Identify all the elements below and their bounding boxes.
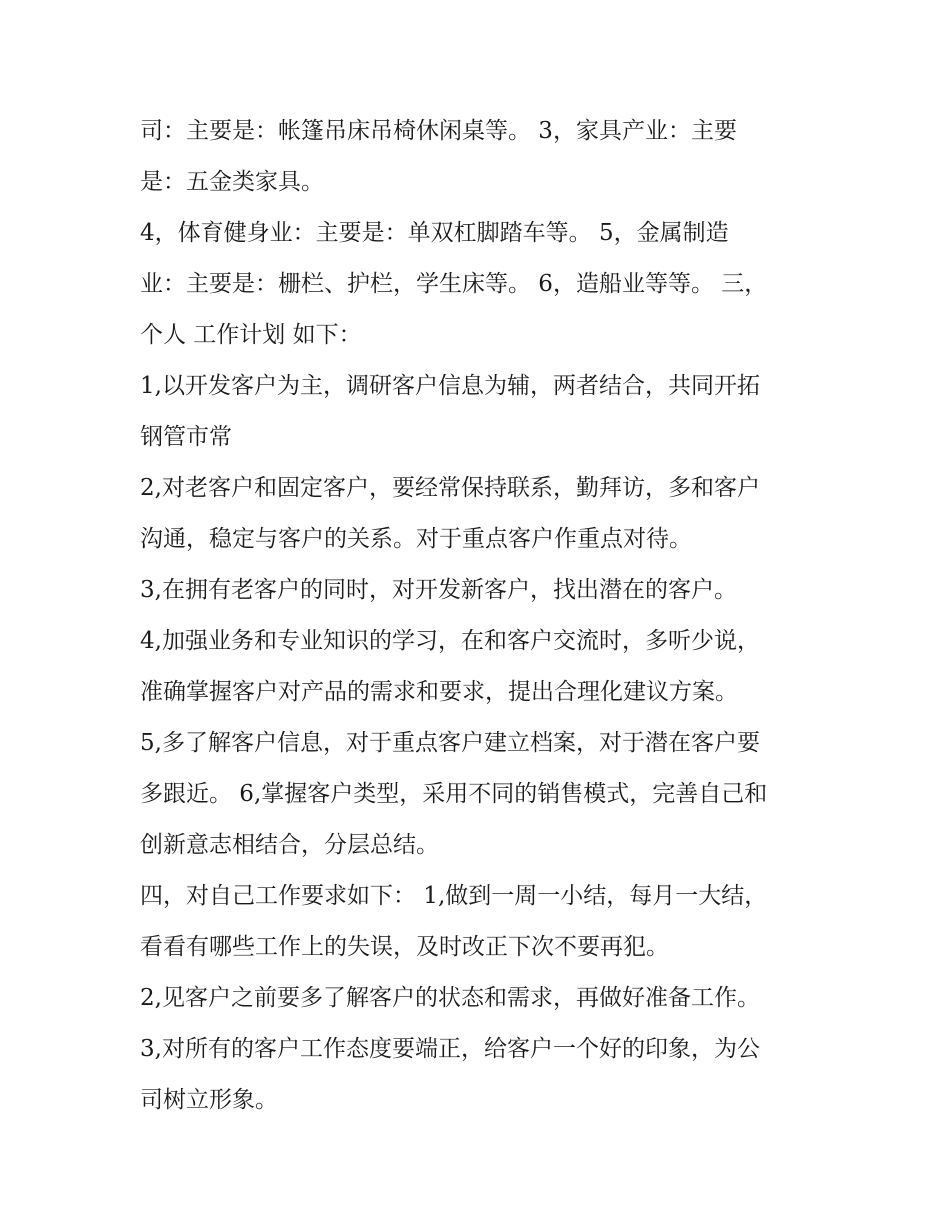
text-line: 四，对自己工作要求如下： 1,做到一周一小结，每月一大结， [140,883,768,909]
text-line: 2,见客户之前要多了解客户的状态和需求，再做好准备工作。 [140,985,760,1011]
text-line: 沟通，稳定与客户的关系。对于重点客户作重点对待。 [140,526,692,552]
text-line: 司树立形象。 [140,1087,278,1113]
text-line: 4，体育健身业：主要是：单双杠脚踏车等。 5，金属制造 [140,220,729,246]
text-line: 业：主要是：栅栏、护栏，学生床等。 6，造船业等等。 三， [140,271,768,297]
text-line: 准确掌握客户对产品的需求和要求，提出合理化建议方案。 [140,679,738,705]
text-line: 3,在拥有老客户的同时，对开发新客户，找出潜在的客户。 [140,577,737,603]
text-line: 是：五金类家具。 [140,169,324,195]
text-line: 创新意志相结合，分层总结。 [140,832,439,858]
text-line: 3,对所有的客户工作态度要端正，给客户一个好的印象，为公 [140,1036,760,1062]
text-line: 1,以开发客户为主，调研客户信息为辅，两者结合，共同开拓 [140,373,760,399]
text-line: 4,加强业务和专业知识的学习，在和客户交流时，多听少说， [140,628,760,654]
text-line: 个人 工作计划 如下： [140,322,362,348]
text-line: 5,多了解客户信息，对于重点客户建立档案，对于潜在客户要 [140,730,760,756]
text-line: 司：主要是：帐篷吊床吊椅休闲桌等。 3，家具产业：主要 [140,118,737,144]
document-body [140,106,820,1126]
text-line: 2,对老客户和固定客户，要经常保持联系，勤拜访，多和客户 [140,475,760,501]
text-line: 多跟近。 6,掌握客户类型，采用不同的销售模式，完善自己和 [140,781,768,807]
text-line: 钢管市常 [140,424,232,450]
text-line: 看看有哪些工作上的失误，及时改正下次不要再犯。 [140,934,669,960]
